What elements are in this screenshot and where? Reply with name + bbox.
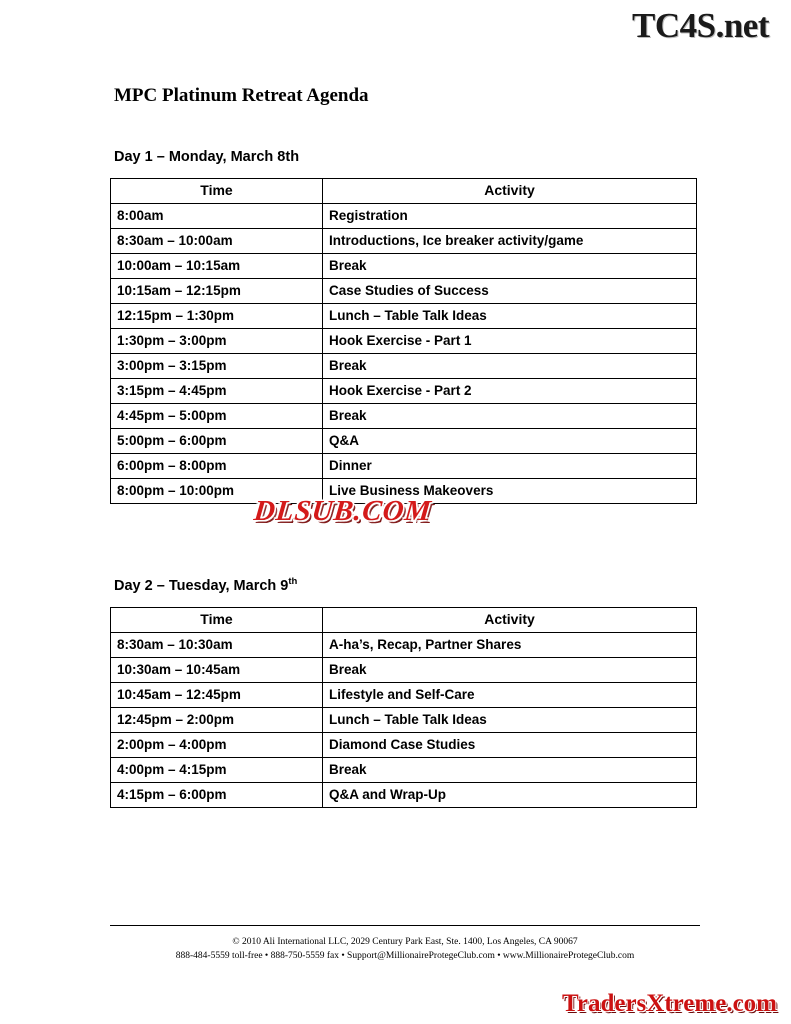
cell-time: 3:00pm – 3:15pm xyxy=(111,354,323,379)
cell-time: 10:45am – 12:45pm xyxy=(111,682,323,707)
day2-heading xyxy=(114,576,700,594)
cell-time: 2:00pm – 4:00pm xyxy=(111,732,323,757)
footer-divider xyxy=(110,925,700,926)
cell-activity: Case Studies of Success xyxy=(323,279,697,304)
cell-activity: Diamond Case Studies xyxy=(323,732,697,757)
tc4s-watermark: TC4S.net xyxy=(632,6,769,45)
cell-activity: Break xyxy=(323,657,697,682)
cell-activity: Live Business Makeovers xyxy=(323,479,697,504)
cell-time: 4:15pm – 6:00pm xyxy=(111,782,323,807)
cell-activity: Registration xyxy=(323,204,697,229)
table-row xyxy=(111,429,697,454)
cell-activity: Break xyxy=(323,404,697,429)
table-row xyxy=(111,329,697,354)
cell-activity: Lunch – Table Talk Ideas xyxy=(323,304,697,329)
table-row xyxy=(111,304,697,329)
table-row xyxy=(111,757,697,782)
day2-heading-text: Day 2 – Tuesday, March 9 xyxy=(114,577,289,594)
cell-time: 10:00am – 10:15am xyxy=(111,254,323,279)
table-row xyxy=(111,682,697,707)
cell-time: 4:00pm – 4:15pm xyxy=(111,757,323,782)
cell-activity: Break xyxy=(323,757,697,782)
table-row xyxy=(111,354,697,379)
table-row xyxy=(111,204,697,229)
cell-time: 6:00pm – 8:00pm xyxy=(111,454,323,479)
cell-time: 12:15pm – 1:30pm xyxy=(111,304,323,329)
day1-heading: Day 1 – Monday, March 8th xyxy=(114,149,300,165)
table-row xyxy=(111,782,697,807)
table-header-row xyxy=(111,179,697,204)
table-row xyxy=(111,454,697,479)
cell-time: 4:45pm – 5:00pm xyxy=(111,404,323,429)
column-header-time: Time xyxy=(111,607,323,632)
cell-time: 10:15am – 12:15pm xyxy=(111,279,323,304)
dlsub-watermark: DLSUB.COM xyxy=(252,495,434,527)
cell-time: 8:30am – 10:30am xyxy=(111,632,323,657)
table-row xyxy=(111,279,697,304)
document-body xyxy=(110,85,700,808)
footer-copyright: © 2010 Ali International LLC, 2029 Century Park East, Ste. 1400, Los Angeles, CA 90067 xyxy=(232,937,578,947)
page-title: MPC Platinum Retreat Agenda xyxy=(114,85,369,106)
cell-activity: Q&A and Wrap-Up xyxy=(323,782,697,807)
footer-contact: 888-484-5559 toll-free • 888-750-5559 fax • Support@MillionaireProtegeClub.com • www.MillionaireProtegeClub.com xyxy=(175,951,635,961)
column-header-activity: Activity xyxy=(323,607,697,632)
page-footer xyxy=(110,925,700,963)
table-row xyxy=(111,707,697,732)
cell-time: 12:45pm – 2:00pm xyxy=(111,707,323,732)
cell-activity: A-ha’s, Recap, Partner Shares xyxy=(323,632,697,657)
day2-heading-ordinal: th xyxy=(288,576,298,587)
table-header-row xyxy=(111,607,697,632)
cell-time: 8:00am xyxy=(111,204,323,229)
table-row xyxy=(111,229,697,254)
cell-activity: Dinner xyxy=(323,454,697,479)
day1-agenda-table xyxy=(110,178,697,504)
cell-activity: Break xyxy=(323,254,697,279)
cell-activity: Hook Exercise - Part 1 xyxy=(323,329,697,354)
tradersxtreme-watermark: TradersXtreme.com xyxy=(562,990,777,1017)
cell-activity: Break xyxy=(323,354,697,379)
cell-time: 3:15pm – 4:45pm xyxy=(111,379,323,404)
cell-time: 10:30am – 10:45am xyxy=(111,657,323,682)
column-header-time: Time xyxy=(111,179,323,204)
cell-activity: Lunch – Table Talk Ideas xyxy=(323,707,697,732)
table-row xyxy=(111,404,697,429)
cell-activity: Introductions, Ice breaker activity/game xyxy=(323,229,697,254)
day2-agenda-table xyxy=(110,607,697,808)
cell-activity: Hook Exercise - Part 2 xyxy=(323,379,697,404)
cell-activity: Q&A xyxy=(323,429,697,454)
table-row xyxy=(111,632,697,657)
cell-time: 1:30pm – 3:00pm xyxy=(111,329,323,354)
table-row xyxy=(111,657,697,682)
table-row xyxy=(111,379,697,404)
table-row xyxy=(111,732,697,757)
column-header-activity: Activity xyxy=(323,179,697,204)
cell-activity: Lifestyle and Self-Care xyxy=(323,682,697,707)
table-row xyxy=(111,254,697,279)
cell-time: 5:00pm – 6:00pm xyxy=(111,429,323,454)
cell-time: 8:00pm – 10:00pm xyxy=(111,479,323,504)
cell-time: 8:30am – 10:00am xyxy=(111,229,323,254)
